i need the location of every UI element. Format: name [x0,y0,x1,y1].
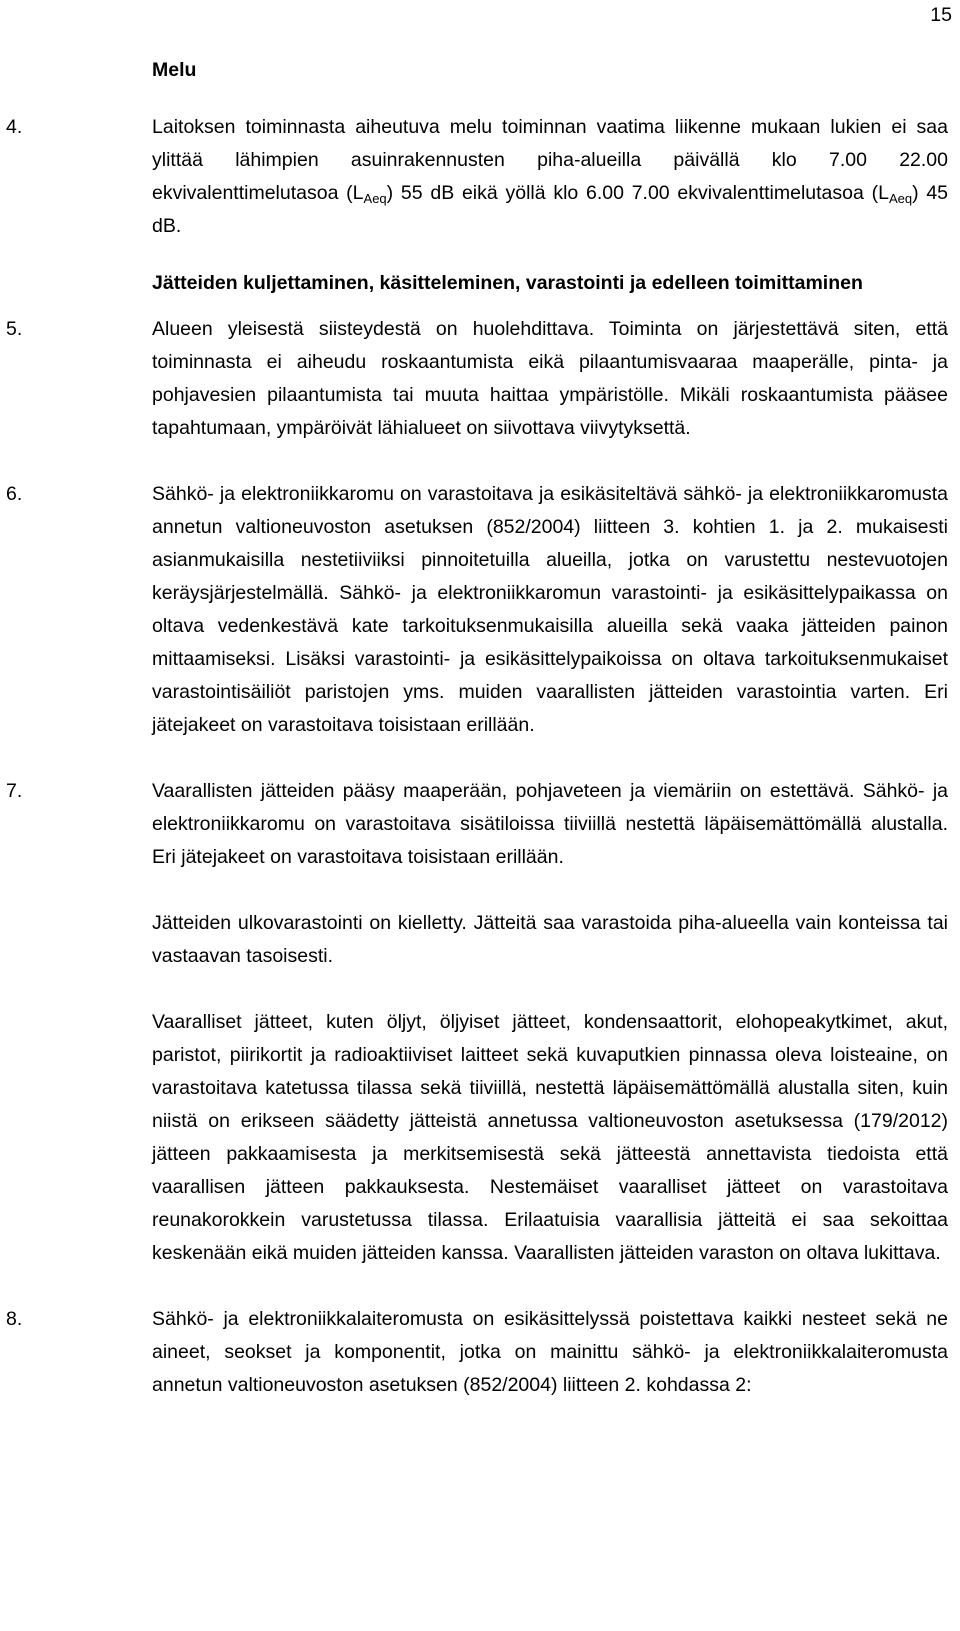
item-paragraph-2: Jätteiden ulkovarastointi on kielletty. Jätteitä saa varastoida piha-alueella vain konteissa tai vastaavan tasoisesti. [152,912,948,967]
item-number: 6. [6,483,23,505]
section-heading-waste: Jätteiden kuljettaminen, käsitteleminen, varastointi ja edelleen toimittaminen [152,272,863,294]
list-item-6 [0,478,960,742]
item-paragraph-1: Vaarallisten jätteiden pääsy maaperään, pohjaveteen ja viemäriin on estettävä. Sähkö- ja elektroniikkaromu on varastoitava sisätiloissa tiiviillä nestettä läpäisemättömällä alustalla. Eri jätejakeet on varastoitava toisistaan erillään. [152,780,948,868]
list-item-5 [0,313,960,445]
item-number: 8. [6,1308,23,1330]
item-text: Sähkö- ja elektroniikkalaiteromusta on esikäsittelyssä poistettava kaikki nesteet sekä ne aineet, seokset ja komponentit, jotka on mainittu sähkö- ja elektroniikkalaiteromusta annetun valtioneuvoston asetuksen (852/2004) liitteen 2. kohdassa 2: [152,1308,948,1396]
item-text: Laitoksen toiminnasta aiheutuva melu toiminnan vaatima liikenne mukaan lukien ei saa ylittää lähimpien asuinrakennusten piha-alueilla päivällä klo 7.00 22.00 ekvivalenttimelutasoa $(L_{Aeq})$ 55 dB eikä yöllä klo 6.00 7.00 ekvivalenttimelutasoa $(L_{Aeq})$ 45 dB. [152,116,949,237]
list-item-8 [0,1303,960,1402]
item-paragraph-3: Vaaralliset jätteet, kuten öljyt, öljyiset jätteet, kondensaattorit, elohopeakytkimet, akut, paristot, piirikortit ja radioaktiiviset laitteet sekä kuvaputkien pinnassa oleva loisteaine, on varastoitava katetussa tilassa sekä tiiviillä, nestettä läpäisemättömällä alustalla siten, kuin niistä on erikseen säädetty jätteistä annetussa valtioneuvoston asetuksessa (179/2012) jätteen pakkaamisesta ja merkitsemisestä sekä jätteestä annettavista tiedoista että vaarallisen jätteen pakkauksesta. Nestemäiset vaaralliset jätteet on varastoitava reunakorokkein varustetussa tilassa. Erilaatuisia vaarallisia jätteitä ei saa sekoittaa keskenään eikä muiden jätteiden kanssa. Vaarallisten jätteiden varaston on oltava lukittava. [152,1011,948,1264]
item-text: Sähkö- ja elektroniikkaromu on varastoitava ja esikäsiteltävä sähkö- ja elektroniikkaromusta annetun valtioneuvoston asetuksen (852/2004) liitteen 3. kohtien 1. ja 2. mukaisesti asianmukaisilla nestetiiviiksi pinnoitetuilla alueilla, jotka on varustettu nestevuotojen keräysjärjestelmällä. Sähkö- ja elektroniikkaromun varastointi- ja esikäsittelypaikassa on oltava vedenkestävä kate tarkoituksenmukaisilla alueilla sekä vaaka jätteiden painon mittaamiseksi. Lisäksi varastointi- ja esikäsittelypaikoissa on oltava tarkoituksenmukaiset varastointisäiliöt paristojen yms. muiden vaarallisten jätteiden varastointia varten. Eri jätejakeet on varastoitava toisistaan erillään. [152,483,948,736]
page-number: 15 [930,4,952,26]
item-number: 5. [6,318,23,340]
item-number: 7. [6,780,23,802]
item-text: Alueen yleisestä siisteydestä on huolehdittava. Toiminta on järjestettävä siten, että toiminnasta ei aiheudu roskaantumista eikä pilaantumisvaaraa maaperälle, pinta- ja pohjavesien pilaantumista tai muuta haittaa ympäristölle. Mikäli roskaantumista pääsee tapahtumaan, ympäröivät lähialueet on siivottava viivytyksettä. [152,318,948,439]
list-item-7 [0,775,960,1270]
subscript: Aeq [888,191,913,206]
document-body [0,56,960,1402]
list-item-4 [0,111,960,243]
section-heading-melu: Melu [152,59,197,81]
item-number: 4. [6,116,23,138]
subscript: Aeq [363,191,387,206]
